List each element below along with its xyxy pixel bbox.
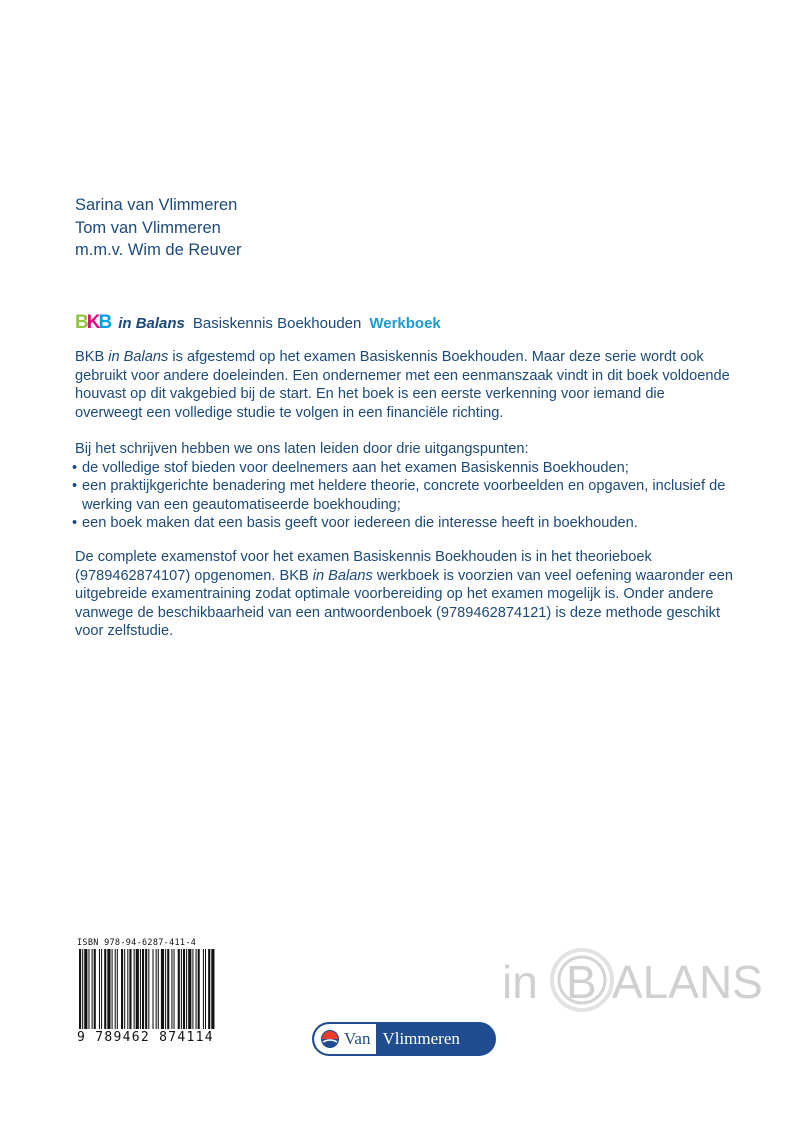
barcode-bar <box>115 949 116 1029</box>
logo-in: in <box>502 956 538 1008</box>
barcode-bar <box>181 949 182 1029</box>
description-paragraph-1 <box>75 348 735 422</box>
author-1: Sarina van Vlimmeren <box>75 196 238 214</box>
barcode-bar <box>205 949 206 1029</box>
barcode-bar <box>92 949 93 1029</box>
barcode-bar <box>84 949 87 1029</box>
bkb-logo <box>75 312 110 334</box>
barcode-bar <box>203 949 204 1029</box>
description-paragraph-3 <box>75 548 735 641</box>
series-subject: Basiskennis Boekhouden <box>192 315 362 332</box>
barcode-bar <box>178 949 180 1029</box>
p3-italic: in Balans <box>312 567 373 584</box>
barcode-bar <box>129 949 131 1029</box>
in-balans-logo <box>500 936 770 1016</box>
p3-part1: De complete examenstof voor het examen Basiskennis Boekhouden is in het theorieboek (9789462874107) opgenomen. BKB <box>75 549 652 584</box>
barcode-bar <box>124 949 125 1029</box>
barcode-bar <box>198 949 200 1029</box>
publisher-van: Van <box>344 1029 371 1048</box>
series-type: Werkboek <box>369 315 441 332</box>
barcode-bar <box>117 949 118 1029</box>
publisher-name: Vlimmeren <box>382 1029 460 1048</box>
barcode-digits: 9 789462 874114 <box>77 1030 214 1045</box>
barcode-bar <box>158 949 159 1029</box>
list-item: • een praktijkgerichte benadering met heldere theorie, concrete voorbeelden en opgaven, inclusief de werking van een geautomatiseerde boekhouding; <box>72 477 735 514</box>
barcode-bar <box>165 949 166 1029</box>
bkb-logo-k: K <box>86 312 99 333</box>
barcode-bar <box>183 949 185 1029</box>
publisher-logo-left <box>314 1024 376 1054</box>
barcode-bar <box>134 949 135 1029</box>
isbn-label: ISBN 978-94-6287-411-4 <box>77 938 197 948</box>
p3-part2: werkboek is voorzien van veel oefening waaronder een uitgebreide examentraining zodat optimale voorbereiding op het examen mogelijk is. Onder andere vanwege de beschikbaarheid van een antwoordenboek (9789462874121) is deze methode geschikt voor zelfstudie. <box>75 567 734 639</box>
barcode-bar <box>211 949 214 1029</box>
barcode-bar <box>208 949 210 1029</box>
barcode-bar <box>127 949 128 1029</box>
barcode-bar <box>186 949 187 1029</box>
principles-list <box>75 459 735 533</box>
barcode-bar <box>156 949 157 1029</box>
barcode-bar <box>196 949 197 1029</box>
barcode-bar <box>171 949 172 1029</box>
bkb-logo-b2: B <box>98 312 111 333</box>
barcode-bar <box>107 949 110 1029</box>
barcode-bar <box>174 949 175 1029</box>
barcode-bar <box>192 949 193 1029</box>
bkb-logo-b1: B <box>75 312 87 333</box>
series-title <box>75 312 441 334</box>
p2-intro: Bij het schrijven hebben we ons laten leiden door drie uitgangspunten: <box>75 441 529 457</box>
barcode-bar <box>145 949 147 1029</box>
barcode-bar <box>104 949 106 1029</box>
author-3: m.m.v. Wim de Reuver <box>75 241 242 259</box>
barcode-bar <box>142 949 144 1029</box>
barcode-bar <box>188 949 191 1029</box>
barcode-bar <box>112 949 113 1029</box>
series-in-balans: in Balans <box>118 315 185 332</box>
publisher-logo <box>312 1022 496 1056</box>
list-item: • een boek maken dat een basis geeft voor iedereen die interesse heeft in boekhouden. <box>72 514 735 533</box>
author-2: Tom van Vlimmeren <box>75 218 221 237</box>
barcode-bar <box>148 949 149 1029</box>
barcode-bar <box>136 949 139 1029</box>
barcode-bar <box>82 949 83 1029</box>
logo-alans: ALANS <box>612 956 763 1008</box>
logo-b: B <box>566 956 597 1008</box>
list-item: • de volledige stof bieden voor deelnemers aan het examen Basiskennis Boekhouden; <box>72 459 735 478</box>
barcode-bar <box>121 949 123 1029</box>
author-list <box>75 194 242 262</box>
barcode-bar <box>161 949 164 1029</box>
barcode-bar <box>153 949 154 1029</box>
barcode-bar <box>167 949 169 1029</box>
barcode-bar <box>101 949 102 1029</box>
p1-prefix: BKB <box>75 349 105 365</box>
barcode-bar <box>99 949 100 1029</box>
p1-text: is afgestemd op het examen Basiskennis Boekhouden. Maar deze serie wordt ook gebruikt voor andere doeleinden. Een ondernemer met een eenmanszaak vindt in dit boek voldoende houvast op dit vakgebied bij de start. En het boek is een eerste verkenning voor iemand die overweegt een volledige studie te volgen in een financiële richting. <box>75 349 730 421</box>
description-paragraph-2 <box>75 440 735 533</box>
barcode-bar <box>79 949 81 1029</box>
p1-italic: in Balans <box>108 349 169 365</box>
globe-icon <box>320 1029 340 1049</box>
barcode-bar <box>140 949 141 1029</box>
isbn-barcode <box>77 938 237 1045</box>
barcode-bar <box>88 949 89 1029</box>
barcode-bars <box>77 949 217 1029</box>
barcode-bar <box>94 949 96 1029</box>
